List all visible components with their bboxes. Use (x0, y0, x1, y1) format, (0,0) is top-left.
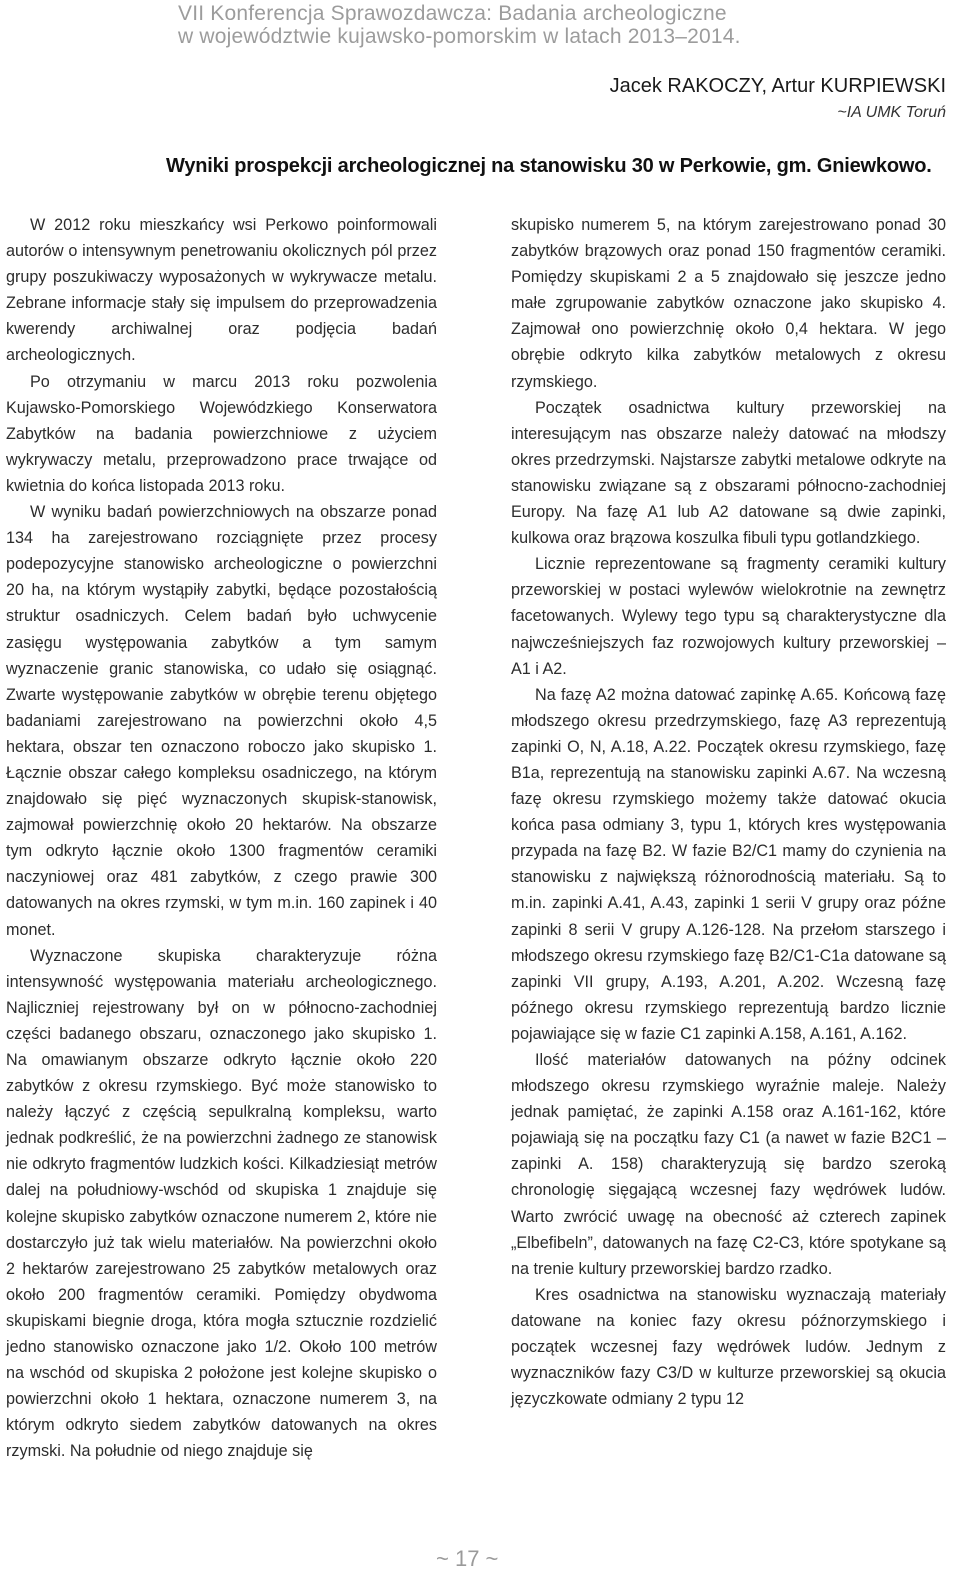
right-column (511, 212, 946, 1412)
authors: Jacek RAKOCZY, Artur KURPIEWSKI (609, 75, 946, 97)
conference-line-2: w województwie kujawsko-pomorskim w latach 2013–2014. (178, 25, 741, 48)
paragraph: Na fazę A2 można datować zapinkę A.65. Końcową fazę młodszego okresu przedrzymskiego, fazę A3 reprezentują zapinki O, N, A.18, A.22. Początek okresu rzymskiego, fazę B1a, reprezentują na stanowisku zapinki A.67. Na wczesną fazę okresu rzymskiego możemy także datować okucia końca pasa odmiany 3, typu 1, których kres występowania przypada na fazę B2. W fazie B2/C1 mamy do czynienia na stanowisku z największą różnorodnością materiału. Są to m.in. zapinki A.41, A.43, zapinki 1 serii V grupy oraz późne zapinki 8 serii V grupy A.126-128. Na przełom starszego i młodszego okresu rzymskiego fazę B2/C1-C1a datowane są zapinki VII grupy, A.193, A.201, A.202. Wczesną fazę późnego okresu rzymskiego reprezentują bardzo licznie pojawiające się w fazie C1 zapinki A.158, A.161, A.162. (511, 685, 946, 1043)
paragraph: Początek osadnictwa kultury przeworskiej na interesującym nas obszarze należy datować na młodszy okres przedrzymski. Najstarsze zabytki metalowe odkryte na stanowisku związane są z obszarami północno-zachodniej Europy. Na fazę A1 lub A2 datowane są dwie zapinki, kulkowa oraz brązowa koszulka fibuli typu gotlandzkiego. (511, 398, 946, 548)
article-title: Wyniki prospekcji archeologicznej na stanowisku 30 w Perkowie, gm. Gniewkowo. (166, 155, 932, 177)
paragraph: Licznie reprezentowane są fragmenty ceramiki kultury przeworskiej w postaci wylewów wielokrotnie na zewnętrz facetowanych. Wylewy tego typu są charakterystyczne dla najwcześniejszych faz rozwojowych kultury przeworskiej – A1 i A2. (511, 555, 946, 678)
page-number: ~ 17 ~ (436, 1546, 499, 1571)
paragraph: Kres osadnictwa na stanowisku wyznaczają materiały datowane na koniec fazy okresu późnorzymskiego i początek wczesnej fazy wędrówek ludów. Jednym z wyznaczników fazy C3/D w kulturze przeworskiej są okucia języczkowate odmiany 2 typu 12 (511, 1285, 946, 1409)
paragraph: Wyznaczone skupiska charakteryzuje różna intensywność występowania materiału archeologicznego. Najliczniej rejestrowany był on w północno-zachodniej części badanego obszaru, oznaczonego jako skupisko 1. Na omawianym obszarze odkryto łącznie około 220 zabytków z okresu rzymskiego. Być może stanowisko to należy łączyć z częścią sepulkralną kompleksu, warto jednak podkreślić, że na powierzchni żadnego ze stanowisk nie odkryto fragmentów ludzkich kości. Kilkadziesiąt metrów dalej na południowy-wschód od skupiska 1 znajduje się kolejne skupisko zabytków oznaczone numerem 2, które nie dostarczyło już tak wielu materiałów. Na powierzchni około 2 hektarów zarejestrowano 25 zabytków metalowych oraz około 200 fragmentów ceramiki. Pomiędzy obydwoma skupiskami biegnie droga, która mogła sztucznie rozdzielić jedno stanowisko oznaczone jako 1/2. Około 100 metrów na wschód od skupiska 2 położone jest kolejne skupisko o powierzchni około 1 hektara, oznaczone numerem 3, na którym odkryto siedem zabytków datowanych na okres rzymski. Na południe od niego znajduje się (6, 946, 437, 1461)
paragraph: W 2012 roku mieszkańcy wsi Perkowo poinformowali autorów o intensywnym penetrowaniu okolicznych pól przez grupy poszukiwaczy wyposażonych w wykrywacze metalu. Zebrane informacje stały się impulsem do przeprowadzenia kwerendy archiwalnej oraz podjęcia badań archeologicznych. (6, 216, 437, 365)
affiliation: ~IA UMK Toruń (837, 104, 946, 121)
paragraph: W wyniku badań powierzchniowych na obszarze ponad 134 ha zarejestrowano rozciągnięte przez procesy podepozycyjne stanowisko archeologiczne o powierzchni 20 ha, na którym wystąpiły zabytki, będące pozostałością struktur osadniczych. Celem badań było uchwycenie zasięgu występowania zabytków a tym samym wyznaczenie granic stanowiska, co udało się osiągnąć. Zwarte występowanie zabytków w obrębie terenu objętego badaniami zarejestrowano na powierzchni około 4,5 hektara, obszar ten oznaczono roboczo jako skupisko 1. Łącznie obszar całego kompleksu osadniczego, na którym znajdowało się pięć wyznaczonych skupisk-stanowisk, zajmował powierzchnię około 20 hektarów. Na obszarze tym odkryto łącznie około 1300 fragmentów ceramiki naczyniowej oraz 481 zabytków, z czego prawie 300 datowanych na okres rzymski, w tym m.in. 160 zapinek i 40 monet. (6, 503, 437, 939)
paragraph: Ilość materiałów datowanych na późny odcinek młodszego okresu rzymskiego wyraźnie maleje. Należy jednak pamiętać, że zapinki A.158 oraz A.161-162, które pojawiają się na początku fazy C1 (a nawet w fazie B2C1 – zapinki A. 158) charakteryzują się bardzo szeroką chronologię sięgającą wczesnej fazy wędrówek ludów. Warto zwrócić uwagę na obecność aż czterech zapinek „Elbefibeln”, datowanych na fazę C2-C3, które spotykane są na trenie kultury przeworskiej bardzo rzadko. (511, 1051, 946, 1278)
left-column (6, 212, 437, 1465)
paragraph: skupisko numerem 5, na którym zarejestrowano ponad 30 zabytków brązowych oraz ponad 150 fragmentów ceramiki. Pomiędzy skupiskami 2 a 5 znajdowało się jeszcze jedno małe zgrupowanie zabytków oznaczone jako skupisko 4. Zajmował ono powierzchnię około 0,4 hektara. W jego obrębie odkryto kilka zabytków metalowych z okresu rzymskiego. (511, 216, 946, 391)
conference-line-1: VII Konferencja Sprawozdawcza: Badania archeologiczne (178, 2, 727, 25)
paragraph: Po otrzymaniu w marcu 2013 roku pozwolenia Kujawsko-Pomorskiego Wojewódzkiego Konserwatora Zabytków na badania powierzchniowe z użyciem wykrywaczy metalu, przeprowadzono prace trwające od kwietnia do końca listopada 2013 roku. (6, 372, 437, 495)
conference-header (178, 2, 741, 48)
